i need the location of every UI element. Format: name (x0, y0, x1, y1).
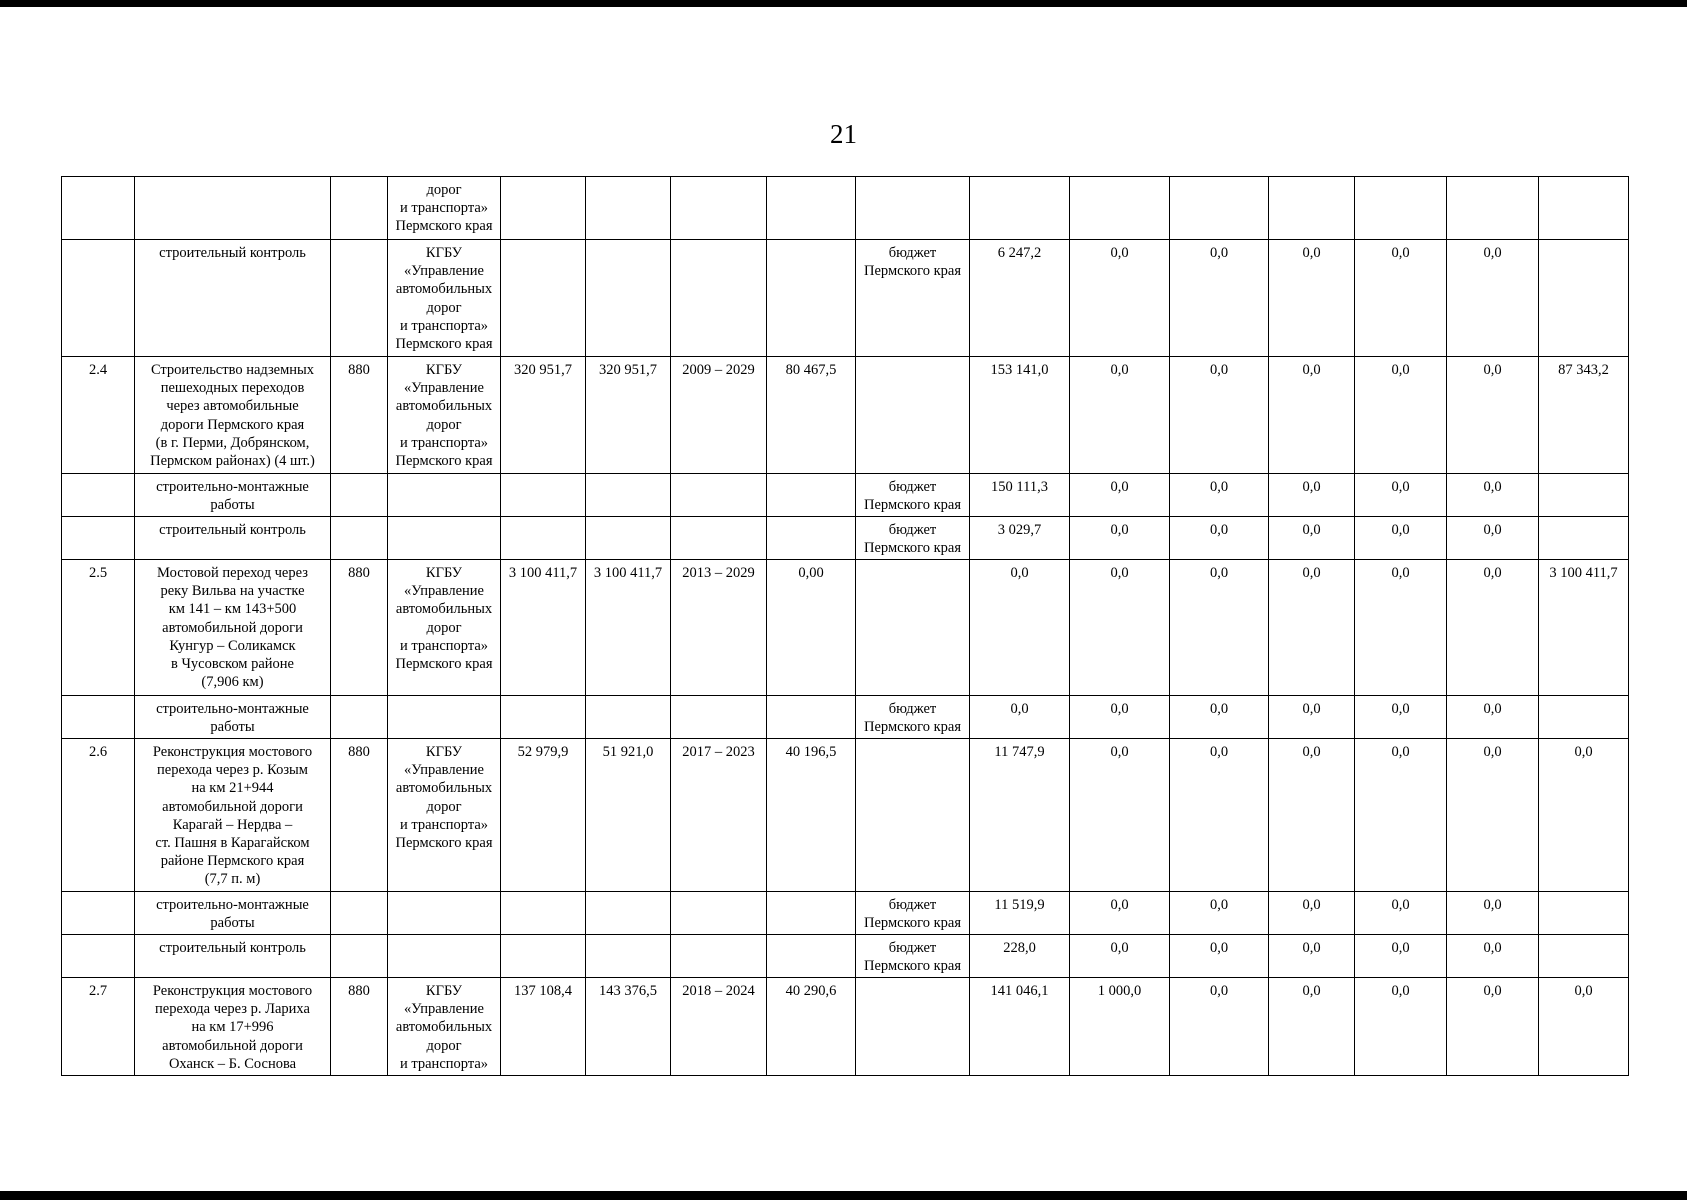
value-cell: 0,0 (1447, 474, 1539, 517)
remaining-value-cell: 0,0 (1539, 739, 1629, 892)
customer-cell: КГБУ «Управление автомобильных дорог и транспорта» Пермского края (388, 240, 501, 357)
work-name-cell: Мостовой переход через реку Вильва на участке км 141 – км 143+500 автомобильной дороги Кунгур – Соликамск в Чусовском районе (7,906 км) (135, 560, 331, 696)
customer-cell: дорог и транспорта» Пермского края (388, 177, 501, 240)
remaining-value-cell (1539, 474, 1629, 517)
value-cell: 0,0 (1269, 357, 1355, 474)
value-cell: 0,0 (1070, 892, 1170, 935)
value-cell: 0,0 (970, 696, 1070, 739)
customer-cell: КГБУ «Управление автомобильных дорог и транспорта» Пермского края (388, 739, 501, 892)
total-cost-cell (586, 517, 671, 560)
estimated-cost-cell: 320 951,7 (501, 357, 586, 474)
estimated-cost-cell: 3 100 411,7 (501, 560, 586, 696)
value-cell: 0,0 (1170, 739, 1269, 892)
table-row (62, 935, 1629, 978)
customer-cell (388, 892, 501, 935)
funding-source-cell (856, 357, 970, 474)
work-name-cell: Реконструкция мостового перехода через р. Козым на км 21+944 автомобильной дороги Карагай – Нердва – ст. Пашня в Карагайском районе Пермского края (7,7 п. м) (135, 739, 331, 892)
customer-cell: КГБУ «Управление автомобильных дорог и транспорта» (388, 978, 501, 1076)
item-number-cell (62, 935, 135, 978)
period-cell (671, 892, 767, 935)
total-cost-cell: 3 100 411,7 (586, 560, 671, 696)
table-row (62, 177, 1629, 240)
spent-value-cell (767, 696, 856, 739)
remaining-value-cell (1539, 240, 1629, 357)
value-cell: 0,0 (1355, 892, 1447, 935)
estimated-cost-cell (501, 935, 586, 978)
value-cell: 0,0 (1269, 978, 1355, 1076)
value-cell: 0,0 (1269, 696, 1355, 739)
value-cell: 0,0 (1447, 517, 1539, 560)
value-cell (1269, 177, 1355, 240)
value-cell: 0,0 (1170, 696, 1269, 739)
item-number-cell: 2.7 (62, 978, 135, 1076)
value-cell: 0,0 (1269, 517, 1355, 560)
value-cell: 150 111,3 (970, 474, 1070, 517)
value-cell: 1 000,0 (1070, 978, 1170, 1076)
total-cost-cell (586, 240, 671, 357)
value-cell: 0,0 (1070, 560, 1170, 696)
value-cell: 0,0 (1170, 240, 1269, 357)
customer-cell (388, 474, 501, 517)
value-cell: 0,0 (1269, 560, 1355, 696)
spent-value-cell: 80 467,5 (767, 357, 856, 474)
period-cell (671, 517, 767, 560)
item-number-cell (62, 240, 135, 357)
funding-source-cell: бюджет Пермского края (856, 696, 970, 739)
funding-source-cell: бюджет Пермского края (856, 892, 970, 935)
value-cell: 0,0 (1447, 935, 1539, 978)
remaining-value-cell (1539, 696, 1629, 739)
grbs-code-cell (331, 474, 388, 517)
funding-source-cell: бюджет Пермского края (856, 474, 970, 517)
estimated-cost-cell (501, 892, 586, 935)
customer-cell (388, 935, 501, 978)
funding-source-cell (856, 978, 970, 1076)
value-cell (1355, 177, 1447, 240)
work-name-cell: Реконструкция мостового перехода через р. Лариха на км 17+996 автомобильной дороги Оханск – Б. Соснова (135, 978, 331, 1076)
page-number: 21 (830, 119, 857, 149)
spent-value-cell (767, 240, 856, 357)
grbs-code-cell (331, 517, 388, 560)
estimated-cost-cell (501, 517, 586, 560)
value-cell: 0,0 (1070, 240, 1170, 357)
grbs-code-cell: 880 (331, 357, 388, 474)
value-cell: 0,0 (1355, 240, 1447, 357)
estimated-cost-cell (501, 474, 586, 517)
value-cell: 153 141,0 (970, 357, 1070, 474)
value-cell: 3 029,7 (970, 517, 1070, 560)
spent-value-cell: 40 196,5 (767, 739, 856, 892)
spent-value-cell: 0,00 (767, 560, 856, 696)
value-cell: 0,0 (1170, 935, 1269, 978)
item-number-cell (62, 177, 135, 240)
value-cell: 0,0 (1447, 739, 1539, 892)
value-cell: 0,0 (1070, 357, 1170, 474)
estimated-cost-cell: 137 108,4 (501, 978, 586, 1076)
funding-source-cell: бюджет Пермского края (856, 517, 970, 560)
value-cell: 11 519,9 (970, 892, 1070, 935)
period-cell (671, 696, 767, 739)
customer-cell: КГБУ «Управление автомобильных дорог и транспорта» Пермского края (388, 357, 501, 474)
estimated-cost-cell: 52 979,9 (501, 739, 586, 892)
total-cost-cell: 320 951,7 (586, 357, 671, 474)
funding-source-cell (856, 739, 970, 892)
work-name-cell: строительно-монтажные работы (135, 474, 331, 517)
work-name-cell: строительно-монтажные работы (135, 892, 331, 935)
value-cell: 6 247,2 (970, 240, 1070, 357)
item-number-cell (62, 474, 135, 517)
total-cost-cell (586, 935, 671, 978)
item-number-cell: 2.6 (62, 739, 135, 892)
remaining-value-cell (1539, 935, 1629, 978)
value-cell: 0,0 (1355, 517, 1447, 560)
table-row (62, 978, 1629, 1076)
total-cost-cell (586, 696, 671, 739)
value-cell: 141 046,1 (970, 978, 1070, 1076)
spent-value-cell: 40 290,6 (767, 978, 856, 1076)
table-row (62, 892, 1629, 935)
remaining-value-cell: 87 343,2 (1539, 357, 1629, 474)
grbs-code-cell (331, 240, 388, 357)
period-cell (671, 240, 767, 357)
value-cell: 0,0 (970, 560, 1070, 696)
value-cell: 0,0 (1269, 935, 1355, 978)
spent-value-cell (767, 892, 856, 935)
remaining-value-cell (1539, 892, 1629, 935)
grbs-code-cell (331, 696, 388, 739)
table-row (62, 696, 1629, 739)
value-cell: 0,0 (1447, 357, 1539, 474)
period-cell: 2013 – 2029 (671, 560, 767, 696)
period-cell: 2017 – 2023 (671, 739, 767, 892)
grbs-code-cell: 880 (331, 739, 388, 892)
value-cell: 0,0 (1355, 474, 1447, 517)
item-number-cell (62, 696, 135, 739)
value-cell: 0,0 (1170, 517, 1269, 560)
value-cell: 0,0 (1355, 935, 1447, 978)
value-cell: 0,0 (1355, 696, 1447, 739)
value-cell: 0,0 (1070, 474, 1170, 517)
remaining-value-cell (1539, 517, 1629, 560)
value-cell: 0,0 (1447, 560, 1539, 696)
value-cell: 0,0 (1355, 739, 1447, 892)
funding-source-cell: бюджет Пермского края (856, 935, 970, 978)
grbs-code-cell (331, 892, 388, 935)
value-cell: 0,0 (1447, 240, 1539, 357)
scan-bottom-edge (0, 1191, 1687, 1200)
table-row (62, 739, 1629, 892)
work-name-cell: строительный контроль (135, 240, 331, 357)
total-cost-cell (586, 892, 671, 935)
item-number-cell: 2.4 (62, 357, 135, 474)
spent-value-cell (767, 474, 856, 517)
work-name-cell (135, 177, 331, 240)
value-cell: 0,0 (1355, 978, 1447, 1076)
value-cell (1070, 177, 1170, 240)
funding-source-cell (856, 177, 970, 240)
table-row (62, 240, 1629, 357)
spent-value-cell (767, 517, 856, 560)
table-row (62, 517, 1629, 560)
value-cell: 0,0 (1170, 978, 1269, 1076)
period-cell (671, 474, 767, 517)
table-row (62, 357, 1629, 474)
remaining-value-cell (1539, 177, 1629, 240)
grbs-code-cell (331, 935, 388, 978)
work-name-cell: строительно-монтажные работы (135, 696, 331, 739)
estimated-cost-cell (501, 240, 586, 357)
value-cell: 0,0 (1447, 696, 1539, 739)
value-cell: 0,0 (1170, 474, 1269, 517)
value-cell: 0,0 (1355, 357, 1447, 474)
value-cell: 0,0 (1170, 560, 1269, 696)
scan-top-edge (0, 0, 1687, 7)
budget-table (61, 176, 1629, 1076)
spent-value-cell (767, 935, 856, 978)
customer-cell (388, 696, 501, 739)
value-cell: 0,0 (1355, 560, 1447, 696)
remaining-value-cell: 3 100 411,7 (1539, 560, 1629, 696)
value-cell (1170, 177, 1269, 240)
customer-cell (388, 517, 501, 560)
grbs-code-cell: 880 (331, 978, 388, 1076)
funding-source-cell (856, 560, 970, 696)
value-cell: 0,0 (1269, 892, 1355, 935)
table-row (62, 474, 1629, 517)
work-name-cell: строительный контроль (135, 935, 331, 978)
remaining-value-cell: 0,0 (1539, 978, 1629, 1076)
spent-value-cell (767, 177, 856, 240)
work-name-cell: строительный контроль (135, 517, 331, 560)
item-number-cell (62, 517, 135, 560)
funding-source-cell: бюджет Пермского края (856, 240, 970, 357)
total-cost-cell: 143 376,5 (586, 978, 671, 1076)
value-cell: 0,0 (1170, 357, 1269, 474)
work-name-cell: Строительство надземных пешеходных переходов через автомобильные дороги Пермского края (в г. Перми, Добрянском, Пермском районах) (4 шт.) (135, 357, 331, 474)
estimated-cost-cell (501, 177, 586, 240)
value-cell: 0,0 (1447, 978, 1539, 1076)
value-cell: 0,0 (1070, 696, 1170, 739)
value-cell: 0,0 (1269, 739, 1355, 892)
grbs-code-cell (331, 177, 388, 240)
table-row (62, 560, 1629, 696)
period-cell (671, 935, 767, 978)
value-cell: 0,0 (1447, 892, 1539, 935)
total-cost-cell (586, 177, 671, 240)
grbs-code-cell: 880 (331, 560, 388, 696)
value-cell: 0,0 (1070, 517, 1170, 560)
period-cell: 2009 – 2029 (671, 357, 767, 474)
value-cell: 0,0 (1269, 240, 1355, 357)
value-cell: 0,0 (1170, 892, 1269, 935)
value-cell: 11 747,9 (970, 739, 1070, 892)
estimated-cost-cell (501, 696, 586, 739)
value-cell: 0,0 (1269, 474, 1355, 517)
total-cost-cell (586, 474, 671, 517)
value-cell: 0,0 (1070, 935, 1170, 978)
value-cell: 0,0 (1070, 739, 1170, 892)
item-number-cell: 2.5 (62, 560, 135, 696)
item-number-cell (62, 892, 135, 935)
period-cell: 2018 – 2024 (671, 978, 767, 1076)
customer-cell: КГБУ «Управление автомобильных дорог и транспорта» Пермского края (388, 560, 501, 696)
value-cell: 228,0 (970, 935, 1070, 978)
period-cell (671, 177, 767, 240)
value-cell (970, 177, 1070, 240)
value-cell (1447, 177, 1539, 240)
total-cost-cell: 51 921,0 (586, 739, 671, 892)
